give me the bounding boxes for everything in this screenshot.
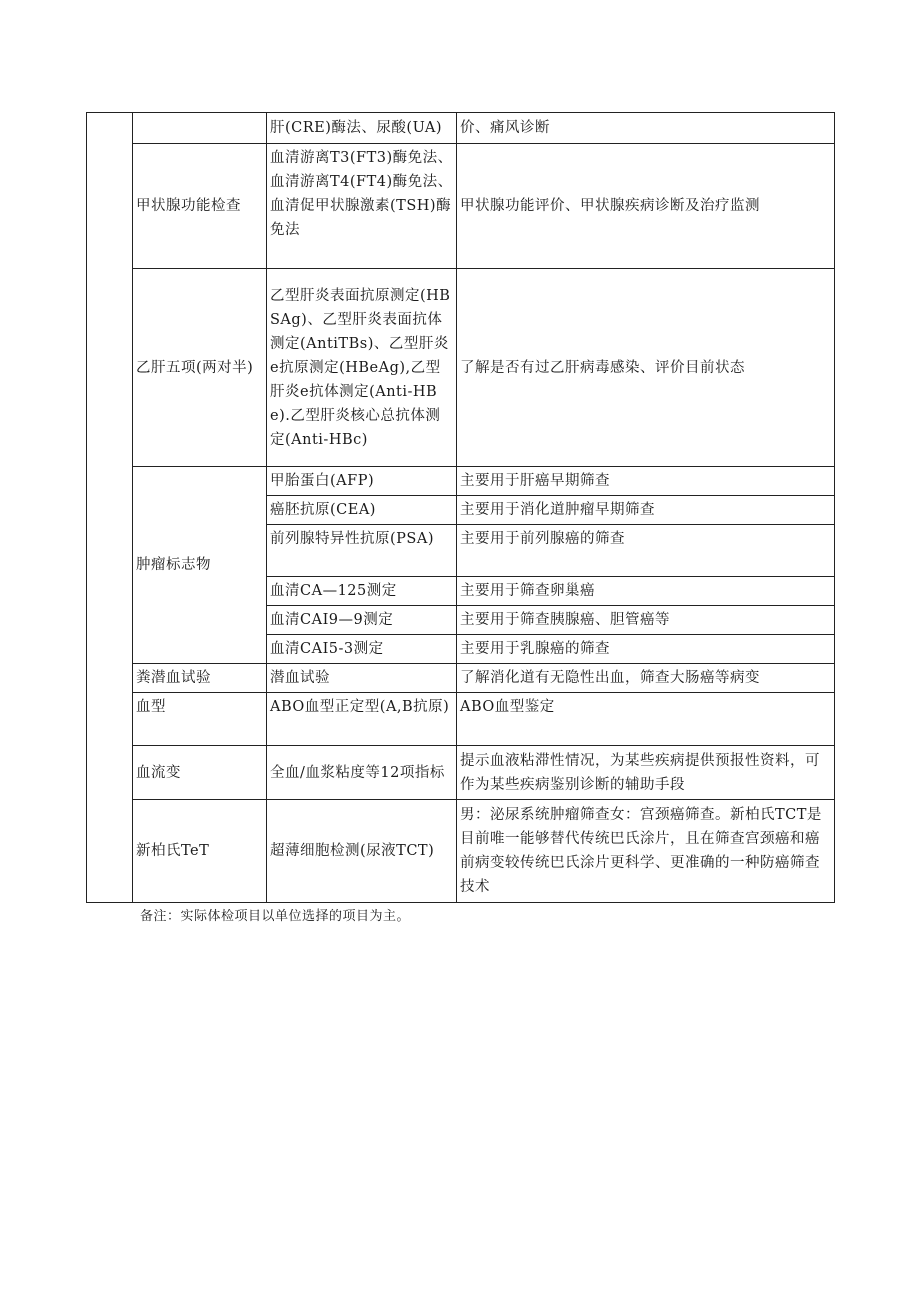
method-cell: 血清CAI9—9测定 [267, 606, 457, 635]
method-cell: 癌胚抗原(CEA) [267, 496, 457, 525]
method-cell: 前列腺特异性抗原(PSA) [267, 525, 457, 577]
table-row [87, 113, 835, 144]
category-cell: 乙肝五项(两对半) [133, 269, 267, 467]
purpose-cell: 主要用于乳腺癌的筛查 [457, 635, 835, 664]
purpose-cell: 价、痛风诊断 [457, 113, 835, 144]
purpose-cell: 甲状腺功能评价、甲状腺疾病诊断及治疗监测 [457, 144, 835, 269]
exam-items-table [86, 112, 835, 903]
purpose-cell: 提示血液粘滞性情况，为某些疾病提供预报性资料，可作为某些疾病鉴别诊断的辅助手段 [457, 746, 835, 800]
category-cell: 血型 [133, 693, 267, 746]
table-row [87, 664, 835, 693]
method-cell: ABO血型正定型(A,B抗原) [267, 693, 457, 746]
table-row [87, 269, 835, 467]
method-cell: 血清游离T3(FT3)酶免法、血清游离T4(FT4)酶免法、血清促甲状腺激素(TSH)酶免法 [267, 144, 457, 269]
purpose-cell: 主要用于筛查卵巢癌 [457, 577, 835, 606]
purpose-cell: 了解是否有过乙肝病毒感染、评价目前状态 [457, 269, 835, 467]
category-cell: 甲状腺功能检查 [133, 144, 267, 269]
category-cell: 粪潜血试验 [133, 664, 267, 693]
category-cell: 肿瘤标志物 [133, 467, 267, 664]
method-cell: 肝(CRE)酶法、尿酸(UA) [267, 113, 457, 144]
purpose-cell: 男：泌尿系统肿瘤筛查女：宫颈癌筛查。新柏氏TCT是目前唯一能够替代传统巴氏涂片，且在筛查宫颈癌和癌前病变较传统巴氏涂片更科学、更准确的一种防癌筛查技术 [457, 800, 835, 903]
table-row [87, 746, 835, 800]
table-row [87, 467, 835, 496]
purpose-cell: 主要用于筛查胰腺癌、胆管癌等 [457, 606, 835, 635]
method-cell: 潜血试验 [267, 664, 457, 693]
purpose-cell: ABO血型鉴定 [457, 693, 835, 746]
method-cell: 超薄细胞检测(尿液TCT) [267, 800, 457, 903]
method-cell: 血清CA—125测定 [267, 577, 457, 606]
method-cell: 全血/血浆粘度等12项指标 [267, 746, 457, 800]
purpose-cell: 了解消化道有无隐性出血，筛查大肠癌等病变 [457, 664, 835, 693]
method-cell: 甲胎蛋白(AFP) [267, 467, 457, 496]
remark-note: 备注：实际体检项目以单位选择的项目为主。 [140, 909, 411, 924]
method-cell: 血清CAI5-3测定 [267, 635, 457, 664]
category-cell: 血流变 [133, 746, 267, 800]
section-cell [87, 113, 133, 903]
method-cell: 乙型肝炎表面抗原测定(HBSAg)、乙型肝炎表面抗体测定(AntiTBs)、乙型肝炎e抗原测定(HBeAg),乙型肝炎e抗体测定(Anti-HBe).乙型肝炎核心总抗体测定(Anti-HBc) [267, 269, 457, 467]
purpose-cell: 主要用于前列腺癌的筛查 [457, 525, 835, 577]
table-row [87, 693, 835, 746]
table-row [87, 800, 835, 903]
purpose-cell: 主要用于肝癌早期筛查 [457, 467, 835, 496]
category-cell: 新柏氏TeT [133, 800, 267, 903]
purpose-cell: 主要用于消化道肿瘤早期筛查 [457, 496, 835, 525]
table-row [87, 144, 835, 269]
category-cell [133, 113, 267, 144]
